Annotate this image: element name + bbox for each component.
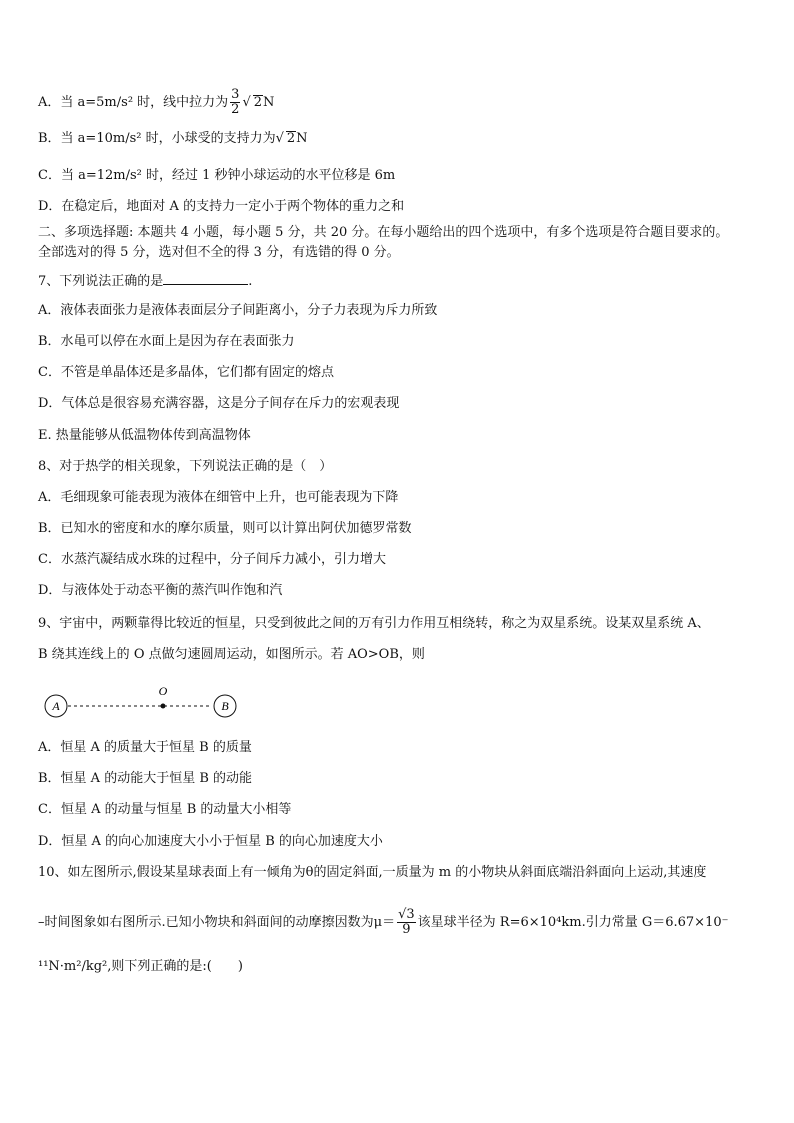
q9-stem-line2: B 绕其连线上的 O 点做匀速圆周运动，如图所示。若 AO>OB，则 (38, 647, 425, 662)
sqrt-symbol: √ (275, 131, 284, 146)
q10-line3: ¹¹N·m²/kg²,则下列正确的是:( ) (38, 959, 243, 974)
q7-option-b: B．水黾可以停在水面上是因为存在表面张力 (38, 334, 295, 349)
q7-stem: 7、下列说法正确的是 . (38, 274, 253, 289)
q6-option-a: A．当 a=5m/s² 时，线中拉力为 $\frac{3}{2}$ √ 2N (38, 87, 275, 117)
mu-fraction: $\frac{√3}{9}$ (398, 907, 415, 937)
q7-option-a: A．液体表面张力是液体表面层分子间距离小，分子力表现为斥力所致 (38, 303, 438, 318)
fraction-three-halves: $\frac{3}{2}$ (231, 87, 240, 117)
point-o-label: O (158, 686, 168, 698)
q7-option-e: E. 热量能够从低温物体传到高温物体 (38, 428, 251, 443)
q9-stem-line1: 9、宇宙中，两颗靠得比较近的恒星，只受到彼此之间的万有引力作用互相绕转，称之为双星系统。设某双星系统 A、 (38, 616, 710, 631)
q7-option-d: D．气体总是很容易充满容器，这是分子间存在斥力的宏观表现 (38, 396, 400, 411)
answer-blank (163, 272, 248, 285)
star-b-label: B (221, 699, 229, 713)
q6-option-d: D．在稳定后，地面对 A 的支持力一定小于两个物体的重力之和 (38, 199, 405, 214)
q9-option-d: D．恒星 A 的向心加速度大小小于恒星 B 的向心加速度大小 (38, 834, 383, 849)
q6-option-b: B．当 a=10m/s² 时，小球受的支持力为√ 2N (38, 131, 308, 146)
q8-option-a: A．毛细现象可能表现为液体在细管中上升，也可能表现为下降 (38, 490, 399, 505)
q7-option-c: C．不管是单晶体还是多晶体，它们都有固定的熔点 (38, 365, 334, 380)
q9-option-a: A．恒星 A 的质量大于恒星 B 的质量 (38, 740, 252, 755)
q8-option-c: C．水蒸汽凝结成水珠的过程中，分子间斥力减小，引力增大 (38, 552, 386, 567)
q9-option-b: B．恒星 A 的动能大于恒星 B 的动能 (38, 771, 253, 786)
q8-option-d: D．与液体处于动态平衡的蒸汽叫作饱和汽 (38, 583, 283, 598)
center-point-o (161, 704, 166, 709)
q10-line2: –时间图象如右图所示.已知小物块和斜面间的动摩擦因数为μ＝ $\frac{√3}{9}$ 该星球半径为 R=6×10⁴km.引力常量 G＝6.67×10⁻ (38, 907, 729, 937)
sqrt-symbol: √ (242, 95, 251, 110)
star-a-label: A (52, 699, 60, 713)
q8-stem: 8、对于热学的相关现象，下列说法正确的是（ ） (38, 459, 333, 474)
q9-option-c: C．恒星 A 的动量与恒星 B 的动量大小相等 (38, 802, 292, 817)
q10-line1: 10、如左图所示,假设某星球表面上有一倾角为θ的固定斜面,一质量为 m 的小物块从斜面底端沿斜面向上运动,其速度 (38, 865, 707, 880)
section2-line1: 二、多项选择题: 本题共 4 小题，每小题 5 分，共 20 分。在每小题给出的四个选项中，有多个选项是符合题目要求的。 (38, 225, 729, 240)
section2-line2: 全部选对的得 5 分，选对但不全的得 3 分，有选错的得 0 分。 (38, 245, 400, 260)
q8-option-b: B．已知水的密度和水的摩尔质量，则可以计算出阿伏加德罗常数 (38, 521, 412, 536)
binary-star-diagram (40, 686, 250, 726)
q6-option-c: C．当 a=12m/s² 时，经过 1 秒钟小球运动的水平位移是 6m (38, 168, 396, 183)
